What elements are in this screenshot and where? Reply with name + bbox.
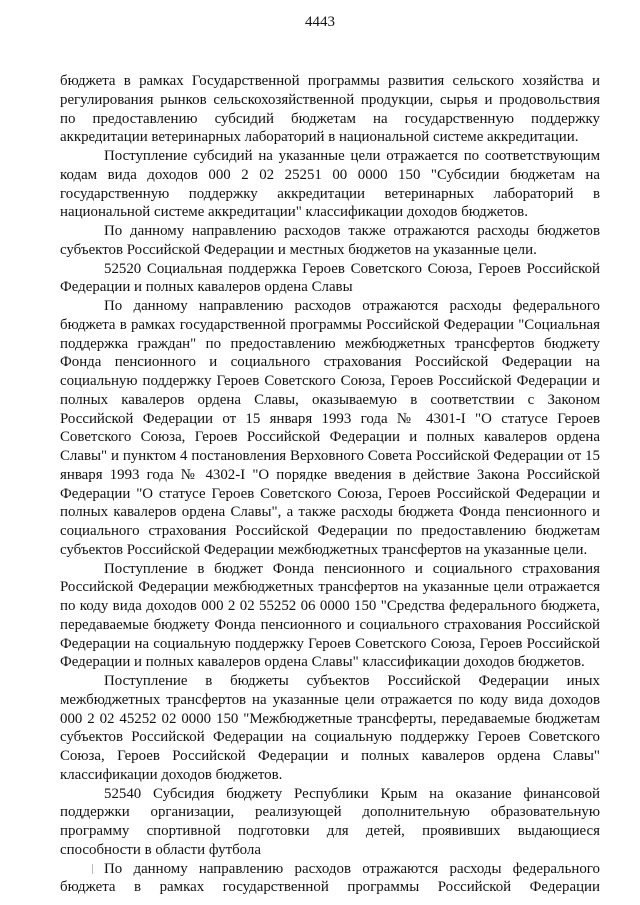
paragraph-regional-expenses: По данному направлению расходов также отражаются расходы бюджетов субъектов Российской Федерации и местных бюджетов на указанные цели. [60,223,600,258]
paragraph-52540-description: По данному направлению расходов отражаются расходы федерального бюджета в рамках государственной программы Российской Федерации [60,860,600,896]
section-heading-52540: 52540 Субсидия бюджету Республики Крым на оказание финансовой поддержки организации, реализующей дополнительную образовательную программу спортивной подготовки для детей, проявивших выдающиеся способности в области футбола [60,785,600,858]
paragraph-subsidy-receipt: Поступление субсидий на указанные цели отражается по соответствующим кодам вида доходов 000 2 02 25251 00 0000 150 "Субсидии бюджетам на государственную поддержку аккредитации ветеринарных лабораторий в национальной системе аккредитации" классификации доходов бюджетов. [60,148,600,221]
paragraph-52520-description: По данному направлению расходов отражаются расходы федерального бюджета в рамках государственной программы Российской Федерации "Социальная поддержка граждан" по предоставлению межбюджетных трансфертов бюджету Фонда пенсионного и социального страхования Российской Федерации на социальную поддержку Героев Советского Союза, Героев Российской Федерации и полных кавалеров ордена Славы, оказываемую в соответствии с Законом Российской Федерации от 15 января 1993 года № 4301-I "О статусе Героев Советского Союза, Героев Российской Федерации и полных кавалеров ордена Славы" и пунктом 4 постановления Верховного Совета Российской Федерации от 15 января 1993 года № 4302-I "О порядке введения в действие Закона Российской Федерации "О статусе Героев Советского Союза, Героев Российской Федерации и полных кавалеров ордена Славы", а также расходы бюджета Фонда пенсионного и социального страхования Российской Федерации по предоставлению бюджетам субъектов Российской Федерации межбюджетных трансфертов на указанные цели. [60,298,600,558]
paragraph-pension-fund-receipt: Поступление в бюджет Фонда пенсионного и социального страхования Российской Федерации межбюджетных трансфертов на указанные цели отражается по коду вида доходов 000 2 02 55252 06 0000 150 "Средства федерального бюджета, передаваемые бюджету Фонда пенсионного и социального страхования Российской Федерации на социальную поддержку Героев Советского Союза, Героев Российской Федерации и полных кавалеров ордена Славы" классификации доходов бюджетов. [60,560,600,671]
paragraph-continuation: бюджета в рамках Государственной программы развития сельского хозяйства и регулирования рынков сельскохозяйственной продукции, сырья и продовольствия по предоставлению субсидий бюджетам на государственную поддержку аккредитации ветеринарных лабораторий в национальной системе аккредитации. [60,73,600,146]
section-heading-52520: 52520 Социальная поддержка Героев Советского Союза, Героев Российской Федерации и полных кавалеров ордена Славы [60,260,600,296]
paragraph-regional-receipt: Поступление в бюджеты субъектов Российской Федерации иных межбюджетных трансфертов на указанные цели отражается по коду вида доходов 000 2 02 45252 02 0000 150 "Межбюджетные трансферты, передаваемые бюджетам субъектов Российской Федерации на социальную поддержку Героев Советского Союза, Героев Российской Федерации и полных кавалеров ордена Славы" классификации доходов бюджетов. [60,673,600,783]
page-number: 4443 [305,14,335,30]
document-body [60,72,600,897]
scan-mark [92,864,93,874]
